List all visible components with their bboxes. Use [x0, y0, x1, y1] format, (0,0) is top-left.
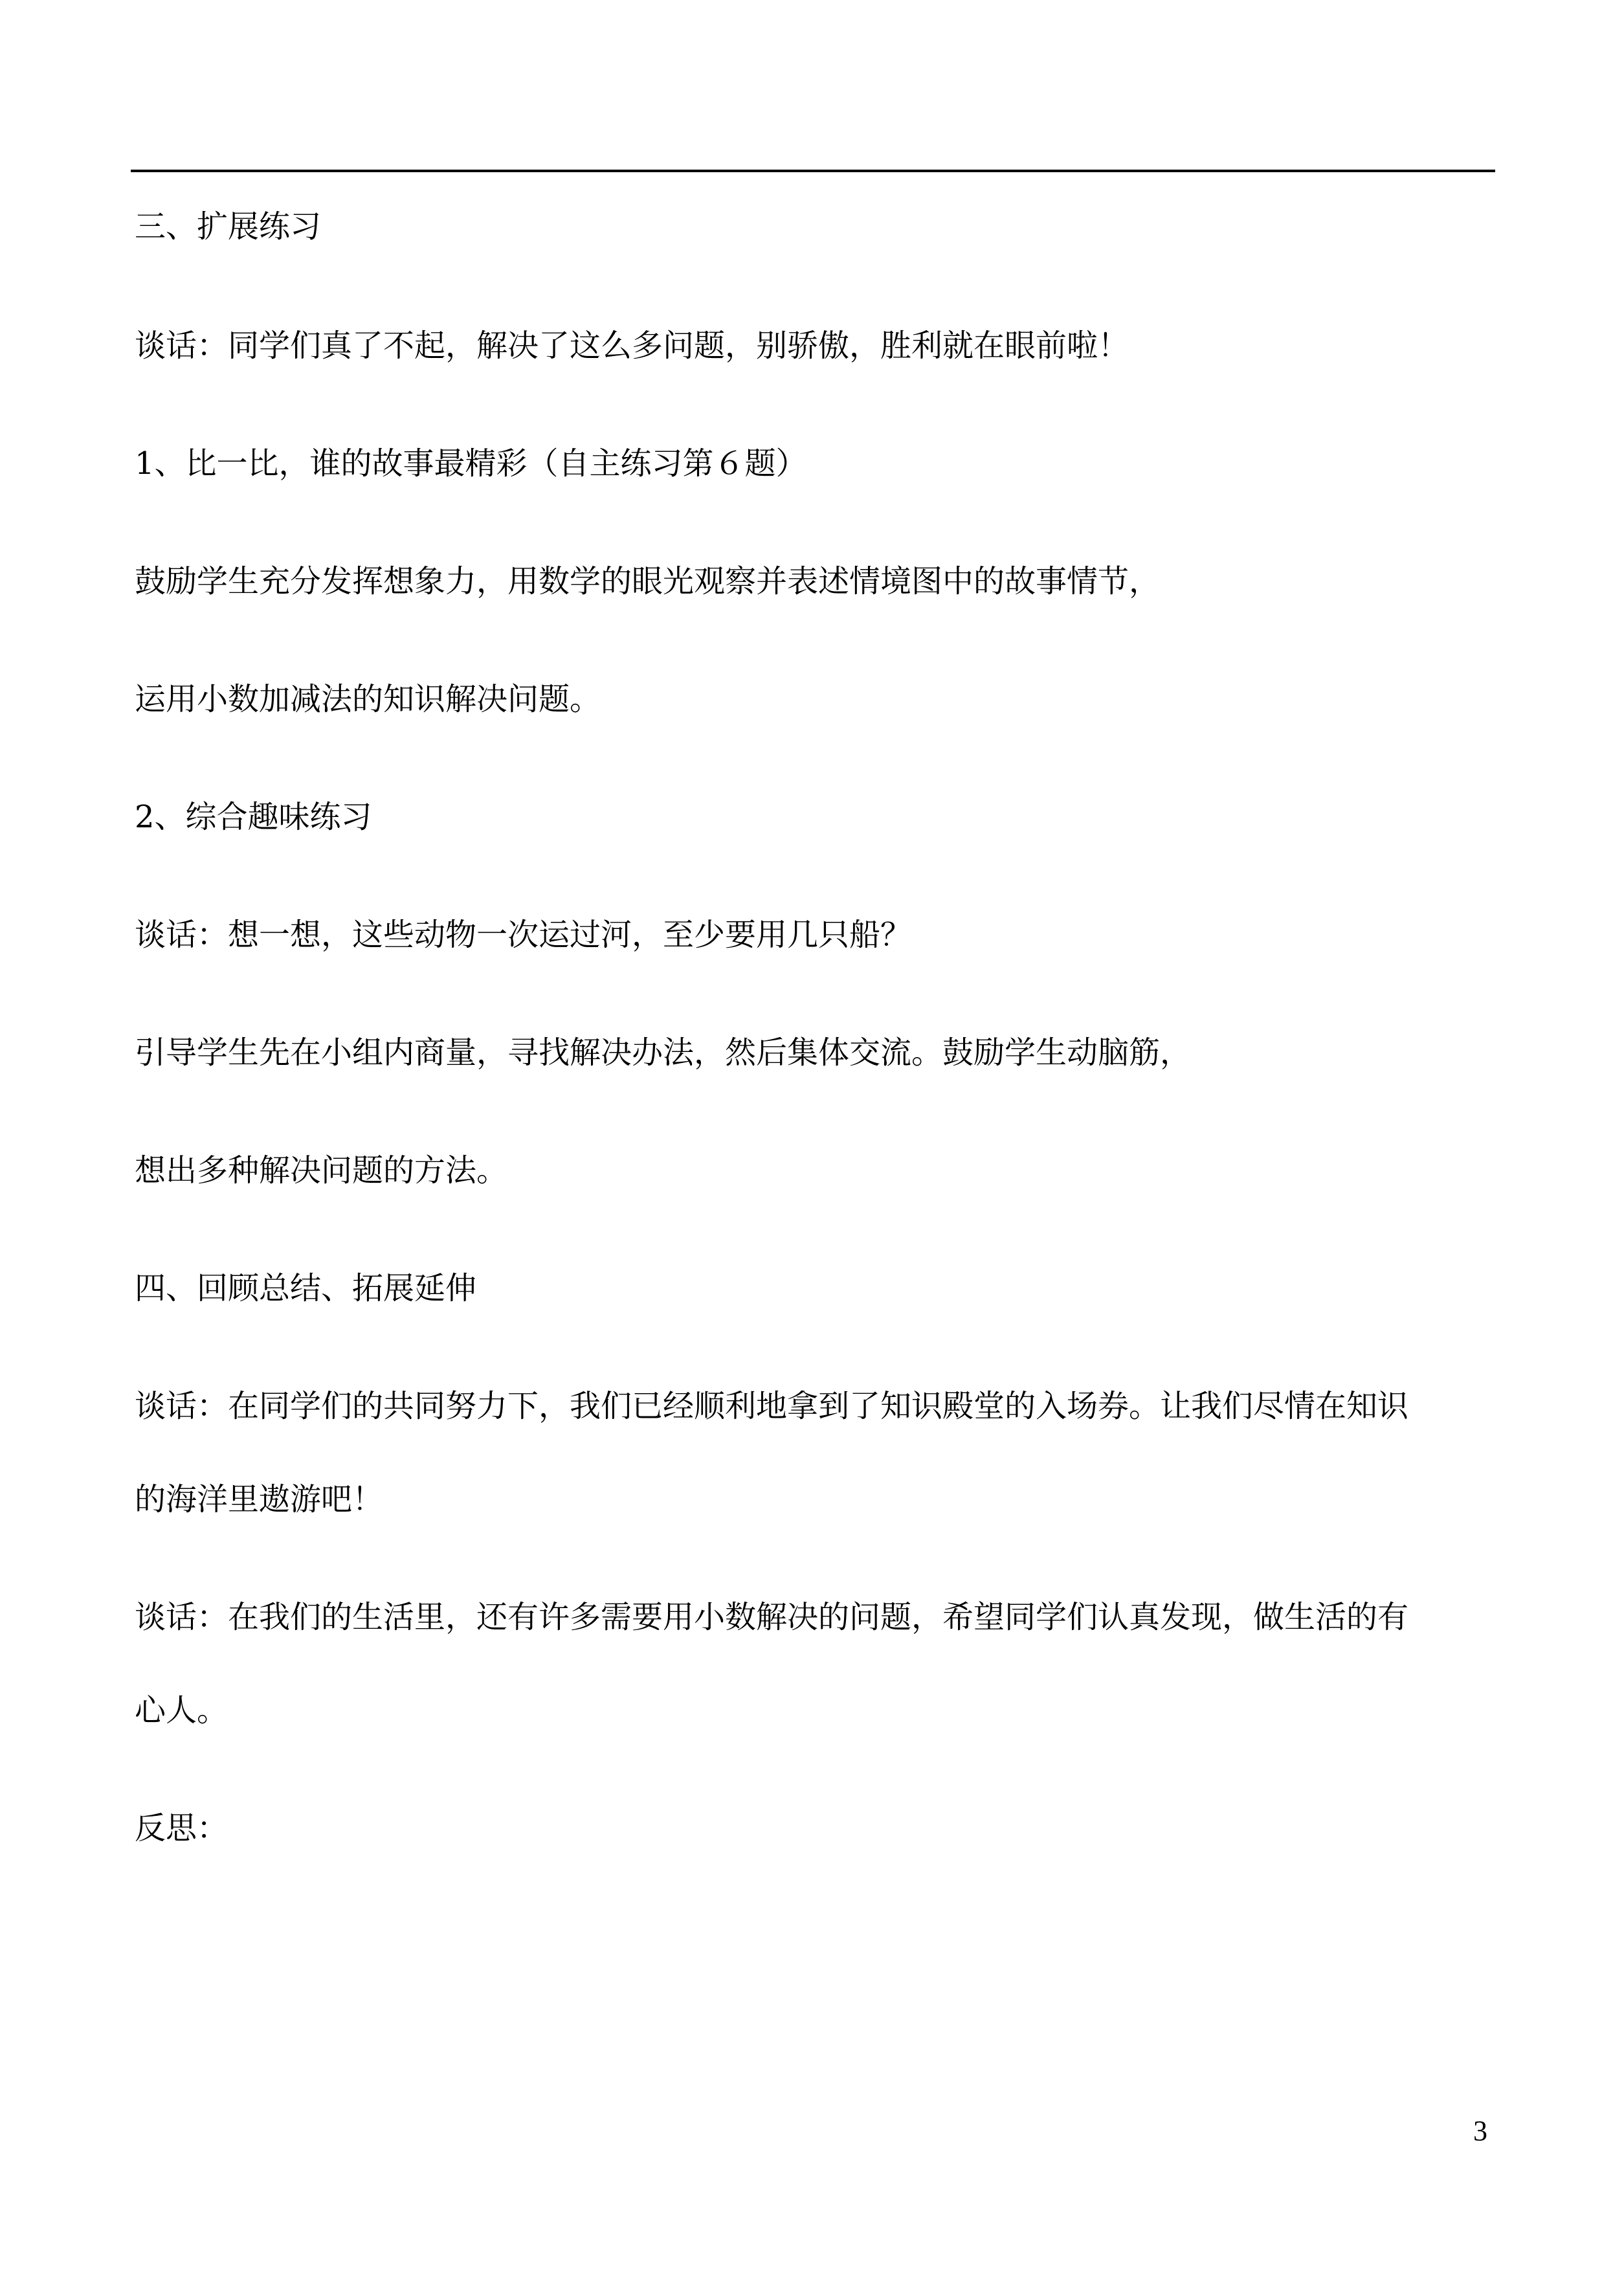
paragraph-line: 运用小数加减法的知识解决问题。 — [135, 681, 601, 717]
header-rule — [131, 170, 1495, 172]
paragraph-line: 谈话：在同学们的共同努力下，我们已经顺利地拿到了知识殿堂的入场券。让我们尽情在知识 — [135, 1388, 1409, 1424]
reflection-label: 反思： — [135, 1810, 228, 1846]
subheading-compare-stories: 1、比一比，谁的故事最精彩（自主练习第６题） — [135, 445, 807, 482]
paragraph-line: 谈话：在我们的生活里，还有许多需要用小数解决的问题，希望同学们认真发现，做生活的有 — [135, 1599, 1409, 1635]
paragraph-line: 鼓励学生充分发挥想象力，用数学的眼光观察并表述情境图中的故事情节， — [135, 563, 1161, 599]
paragraph-line: 引导学生先在小组内商量，寻找解决办法，然后集体交流。鼓励学生动脑筋， — [135, 1035, 1192, 1071]
section-heading-extension-practice: 三、扩展练习 — [135, 208, 322, 245]
page-number: 3 — [1473, 2115, 1487, 2147]
paragraph-line: 谈话：同学们真了不起，解决了这么多问题，别骄傲，胜利就在眼前啦！ — [135, 328, 1129, 364]
paragraph-line: 想出多种解决问题的方法。 — [135, 1152, 508, 1189]
paragraph-line: 心人。 — [135, 1692, 228, 1728]
subheading-fun-practice: 2、综合趣味练习 — [135, 799, 372, 835]
paragraph-line: 的海洋里遨游吧！ — [135, 1481, 384, 1517]
section-heading-review-summary: 四、回顾总结、拓展延伸 — [135, 1270, 477, 1306]
paragraph-line: 谈话：想一想，这些动物一次运过河，至少要用几只船？ — [135, 917, 912, 953]
